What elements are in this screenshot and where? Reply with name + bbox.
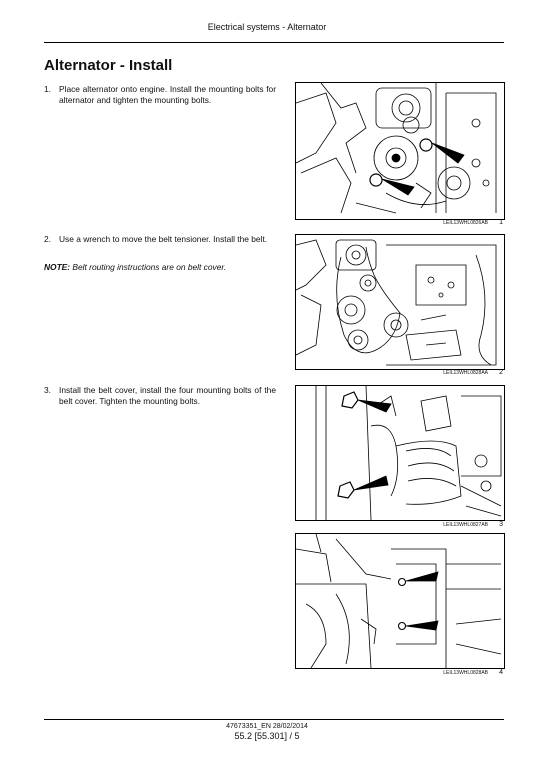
figure-number: 2	[499, 369, 503, 376]
note-label: NOTE:	[44, 262, 71, 272]
step-3	[44, 385, 276, 407]
figure-4-belt-cover-bolts	[295, 533, 505, 669]
header-rule	[44, 42, 504, 43]
figure-code: LEIL13WHL0827AB	[443, 522, 488, 528]
step-number: 2.	[44, 234, 51, 244]
figure-number: 4	[499, 669, 503, 676]
step-1	[44, 84, 276, 114]
step-number: 3.	[44, 385, 51, 395]
figure-3-belt-cover-bolts	[295, 385, 505, 521]
step-text: Install the belt cover, install the four mounting bolts of the belt cover. Tighten the mounting bolts.	[59, 385, 276, 406]
figure-number: 1	[499, 219, 503, 226]
step-number: 1.	[44, 84, 51, 94]
figure-code: LEIL13WHL0828AA	[443, 370, 488, 376]
figure-code: LEIL13WHL0826AB	[443, 220, 488, 226]
footer-rule	[44, 719, 504, 720]
step-text: Use a wrench to move the belt tensioner. Install the belt.	[59, 234, 268, 244]
footer-document-id: 47673351_EN 28/02/2014	[226, 723, 308, 730]
figure-number: 3	[499, 521, 503, 528]
note	[44, 262, 276, 273]
figure-1-alternator-mounting	[295, 82, 505, 220]
page-header: Electrical systems - Alternator	[207, 22, 327, 32]
page-title: Alternator - Install	[44, 57, 173, 74]
step-2	[44, 234, 276, 256]
step-text: Place alternator onto engine. Install the mounting bolts for alternator and tighten the mounting bolts.	[59, 84, 276, 105]
figure-2-belt-routing	[295, 234, 505, 370]
note-text: Belt routing instructions are on belt cover.	[72, 262, 227, 272]
figure-code: LEIL13WHL0828AB	[443, 670, 488, 676]
footer-page-number: 55.2 [55.301] / 5	[234, 731, 300, 741]
